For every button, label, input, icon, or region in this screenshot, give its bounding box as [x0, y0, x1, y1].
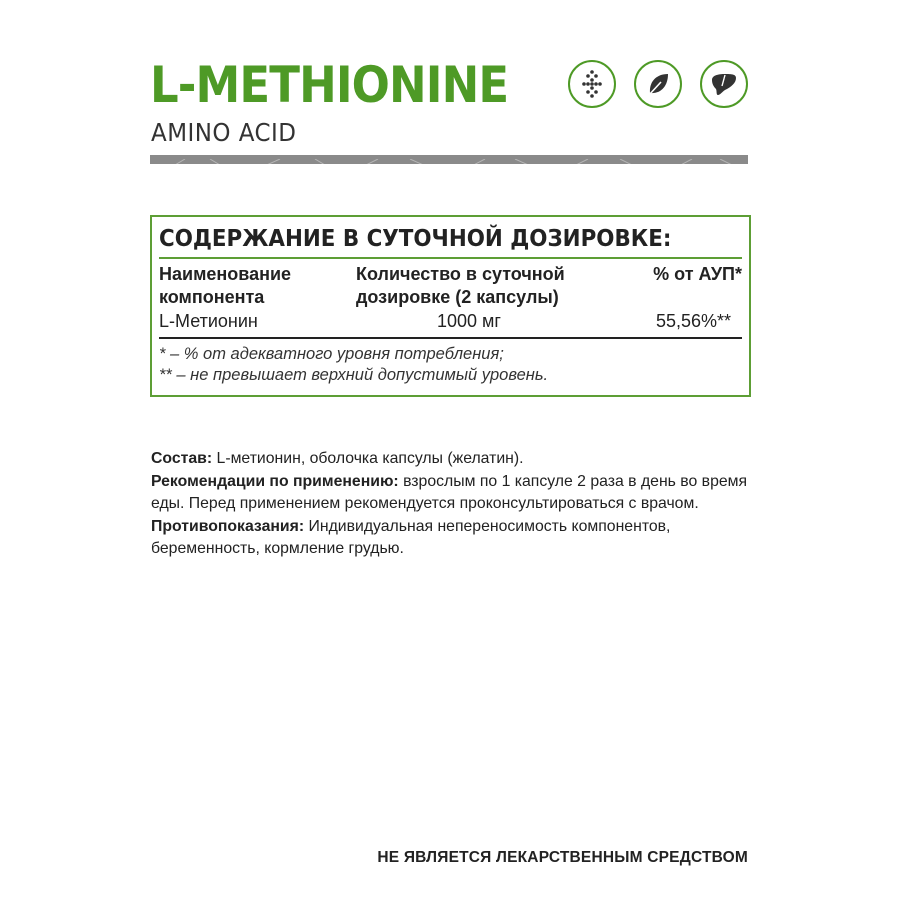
footnote-1: * – % от адекватного уровня потребления;: [159, 345, 504, 363]
leaf-icon: [634, 60, 682, 108]
nutrition-table: [150, 215, 751, 397]
disclaimer: НЕ ЯВЛЯЕТСЯ ЛЕКАРСТВЕННЫМ СРЕДСТВОМ: [377, 849, 748, 866]
cell-amount: 1000 мг: [437, 311, 501, 331]
composition: [151, 448, 751, 471]
header-percent: % от АУП*: [653, 264, 742, 284]
product-info: [151, 448, 751, 561]
composition-label: Состав:: [151, 450, 213, 467]
composition-text: L-метионин, оболочка капсулы (желатин).: [212, 450, 524, 467]
table-title: СОДЕРЖАНИЕ В СУТОЧНОЙ ДОЗИРОВКЕ:: [159, 226, 672, 252]
usage: [151, 471, 751, 516]
contra-label: Противопоказания:: [151, 517, 305, 535]
cell-percent: 55,56%**: [655, 311, 731, 331]
contra-text: Индивидуальная непереносимость компонентов, беременность, кормление грудью.: [151, 517, 671, 557]
table-divider-bottom: [159, 337, 742, 339]
molecule-icon: [568, 60, 616, 108]
usage-text: взрослым по 1 капсуле 2 раза в день во время еды. Перед применением рекомендуется проконсультироваться с врачом.: [151, 472, 748, 512]
footnote-2: ** – не превышает верхний допустимый уровень.: [159, 366, 549, 384]
usage-label: Рекомендации по применению:: [151, 472, 399, 490]
table-divider: [159, 257, 742, 259]
cell-component: L-Метионин: [159, 311, 258, 331]
header-component: Наименование компонента: [159, 264, 292, 307]
contraindications: [151, 516, 751, 561]
product-subtitle: AMINO ACID: [151, 118, 297, 147]
decorative-divider: [150, 155, 748, 164]
product-title: L-METHIONINE: [150, 56, 509, 114]
liver-icon: [700, 60, 748, 108]
header-amount: Количество в суточной дозировке (2 капсулы): [356, 264, 565, 307]
